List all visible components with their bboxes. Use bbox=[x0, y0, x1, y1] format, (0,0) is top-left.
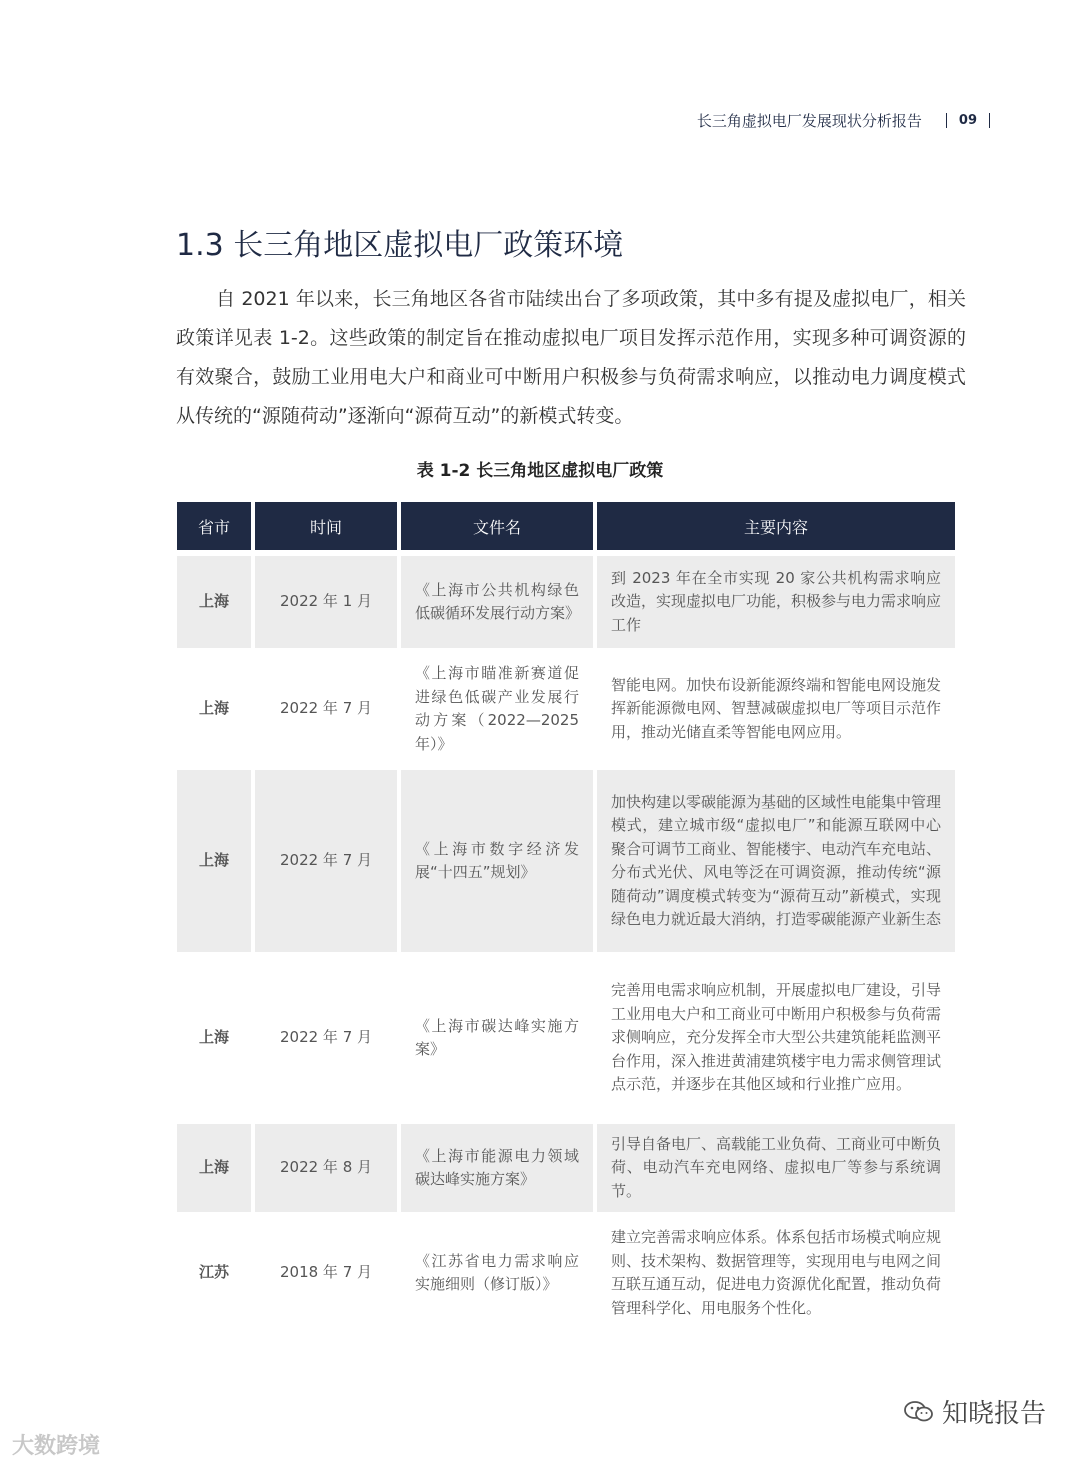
divider bbox=[946, 113, 947, 128]
cell-time: 2022 年 7 月 bbox=[279, 699, 373, 718]
wechat-icon bbox=[904, 1400, 934, 1424]
table-row bbox=[177, 1124, 955, 1212]
cell-document: 《上海市公共机构绿色低碳循环发展行动方案》 bbox=[401, 556, 593, 648]
header-content: 主要内容 bbox=[597, 502, 955, 550]
cell-province: 上海 bbox=[177, 556, 251, 648]
cell-document: 《上海市能源电力领域碳达峰实施方案》 bbox=[401, 1124, 593, 1212]
watermark-left-text: 大数跨境 bbox=[12, 1434, 101, 1459]
cell-province: 上海 bbox=[198, 1028, 229, 1047]
cell-document: 《江苏省电力需求响应实施细则（修订版）》 bbox=[415, 1251, 579, 1293]
cell-time: 2022 年 1 月 bbox=[255, 556, 397, 648]
paragraph-text: 自 2021 年以来，长三角地区各省市陆续出台了多项政策，其中多有提及虚拟电厂，相关政策详见表 1-2。这些政策的制定旨在推动虚拟电厂项目发挥示范作用，实现多种可调资源的有效聚合，鼓励工业用电大户和商业可中断用户积极参与负荷需求响应，以推动电力调度模式从传统的“源随荷动”逐渐向“源荷互动”的新模式转变。 bbox=[176, 288, 966, 427]
report-title: 长三角虚拟电厂发展现状分析报告 bbox=[696, 111, 922, 130]
cell-province: 江苏 bbox=[198, 1263, 229, 1282]
cell-content: 智能电网。加快布设新能源终端和智能电网设施发挥新能源微电网、智慧减碳虚拟电厂等项目示范作用，推动光储直柔等智能电网应用。 bbox=[611, 675, 942, 741]
cell-time: 2022 年 7 月 bbox=[255, 770, 397, 952]
section-title: 1.3 长三角地区虚拟电厂政策环境 bbox=[176, 228, 624, 263]
cell-time: 2022 年 7 月 bbox=[279, 1028, 373, 1047]
watermark-left bbox=[12, 1429, 100, 1460]
watermark-right bbox=[904, 1393, 1046, 1430]
policy-table bbox=[173, 496, 959, 1334]
cell-content: 引导自备电厂、高载能工业负荷、工商业可中断负荷、电动汽车充电网络、虚拟电厂等参与系统调节。 bbox=[597, 1124, 955, 1212]
body-paragraph bbox=[176, 280, 966, 436]
cell-document: 《上海市瞄准新赛道促进绿色低碳产业发展行动方案（2022—2025年）》 bbox=[415, 664, 579, 753]
cell-document: 《上海市数字经济发展“十四五”规划》 bbox=[401, 770, 593, 952]
cell-time: 2022 年 8 月 bbox=[255, 1124, 397, 1212]
cell-province: 上海 bbox=[177, 1124, 251, 1212]
table-caption: 表 1-2 长三角地区虚拟电厂政策 bbox=[416, 461, 664, 481]
table-row bbox=[177, 958, 955, 1118]
cell-time: 2018 年 7 月 bbox=[279, 1263, 373, 1282]
cell-content: 加快构建以零碳能源为基础的区域性电能集中管理模式，建立城市级“虚拟电厂”和能源互联网中心聚合可调节工商业、智能楼宇、电动汽车充电站、分布式光伏、风电等泛在可调资源，推动传统“源随荷动”调度模式转变为“源荷互动”新模式，实现绿色电力就近最大消纳，打造零碳能源产业新生态 bbox=[597, 770, 955, 952]
table-row bbox=[177, 770, 955, 952]
running-header bbox=[697, 108, 1002, 132]
cell-content: 完善用电需求响应机制，开展虚拟电厂建设，引导工业用电大户和工商业可中断用户积极参与负荷需求侧响应，充分发挥全市大型公共建筑能耗监测平台作用，深入推进黄浦建筑楼宇电力需求侧管理试点示范，并逐步在其他区域和行业推广应用。 bbox=[611, 981, 942, 1094]
divider bbox=[989, 113, 990, 128]
cell-content: 建立完善需求响应体系。体系包括市场模式响应规则、技术架构、数据管理等，实现用电与电网之间互联互通互动，促进电力资源优化配置，推动负荷管理科学化、用电服务个性化。 bbox=[611, 1228, 942, 1317]
table-row bbox=[177, 1218, 955, 1328]
header-province: 省市 bbox=[177, 502, 251, 550]
page-number: 09 bbox=[958, 112, 977, 128]
cell-province: 上海 bbox=[198, 699, 229, 718]
table-row bbox=[177, 654, 955, 764]
table-header-row bbox=[177, 502, 955, 550]
table-row bbox=[177, 556, 955, 648]
cell-province: 上海 bbox=[177, 770, 251, 952]
watermark-right-text: 知晓报告 bbox=[941, 1399, 1046, 1429]
header-document: 文件名 bbox=[401, 502, 593, 550]
cell-content: 到 2023 年在全市实现 20 家公共机构需求响应改造，实现虚拟电厂功能，积极参与电力需求响应工作 bbox=[597, 556, 955, 648]
header-time: 时间 bbox=[255, 502, 397, 550]
cell-document: 《上海市碳达峰实施方案》 bbox=[415, 1016, 579, 1058]
